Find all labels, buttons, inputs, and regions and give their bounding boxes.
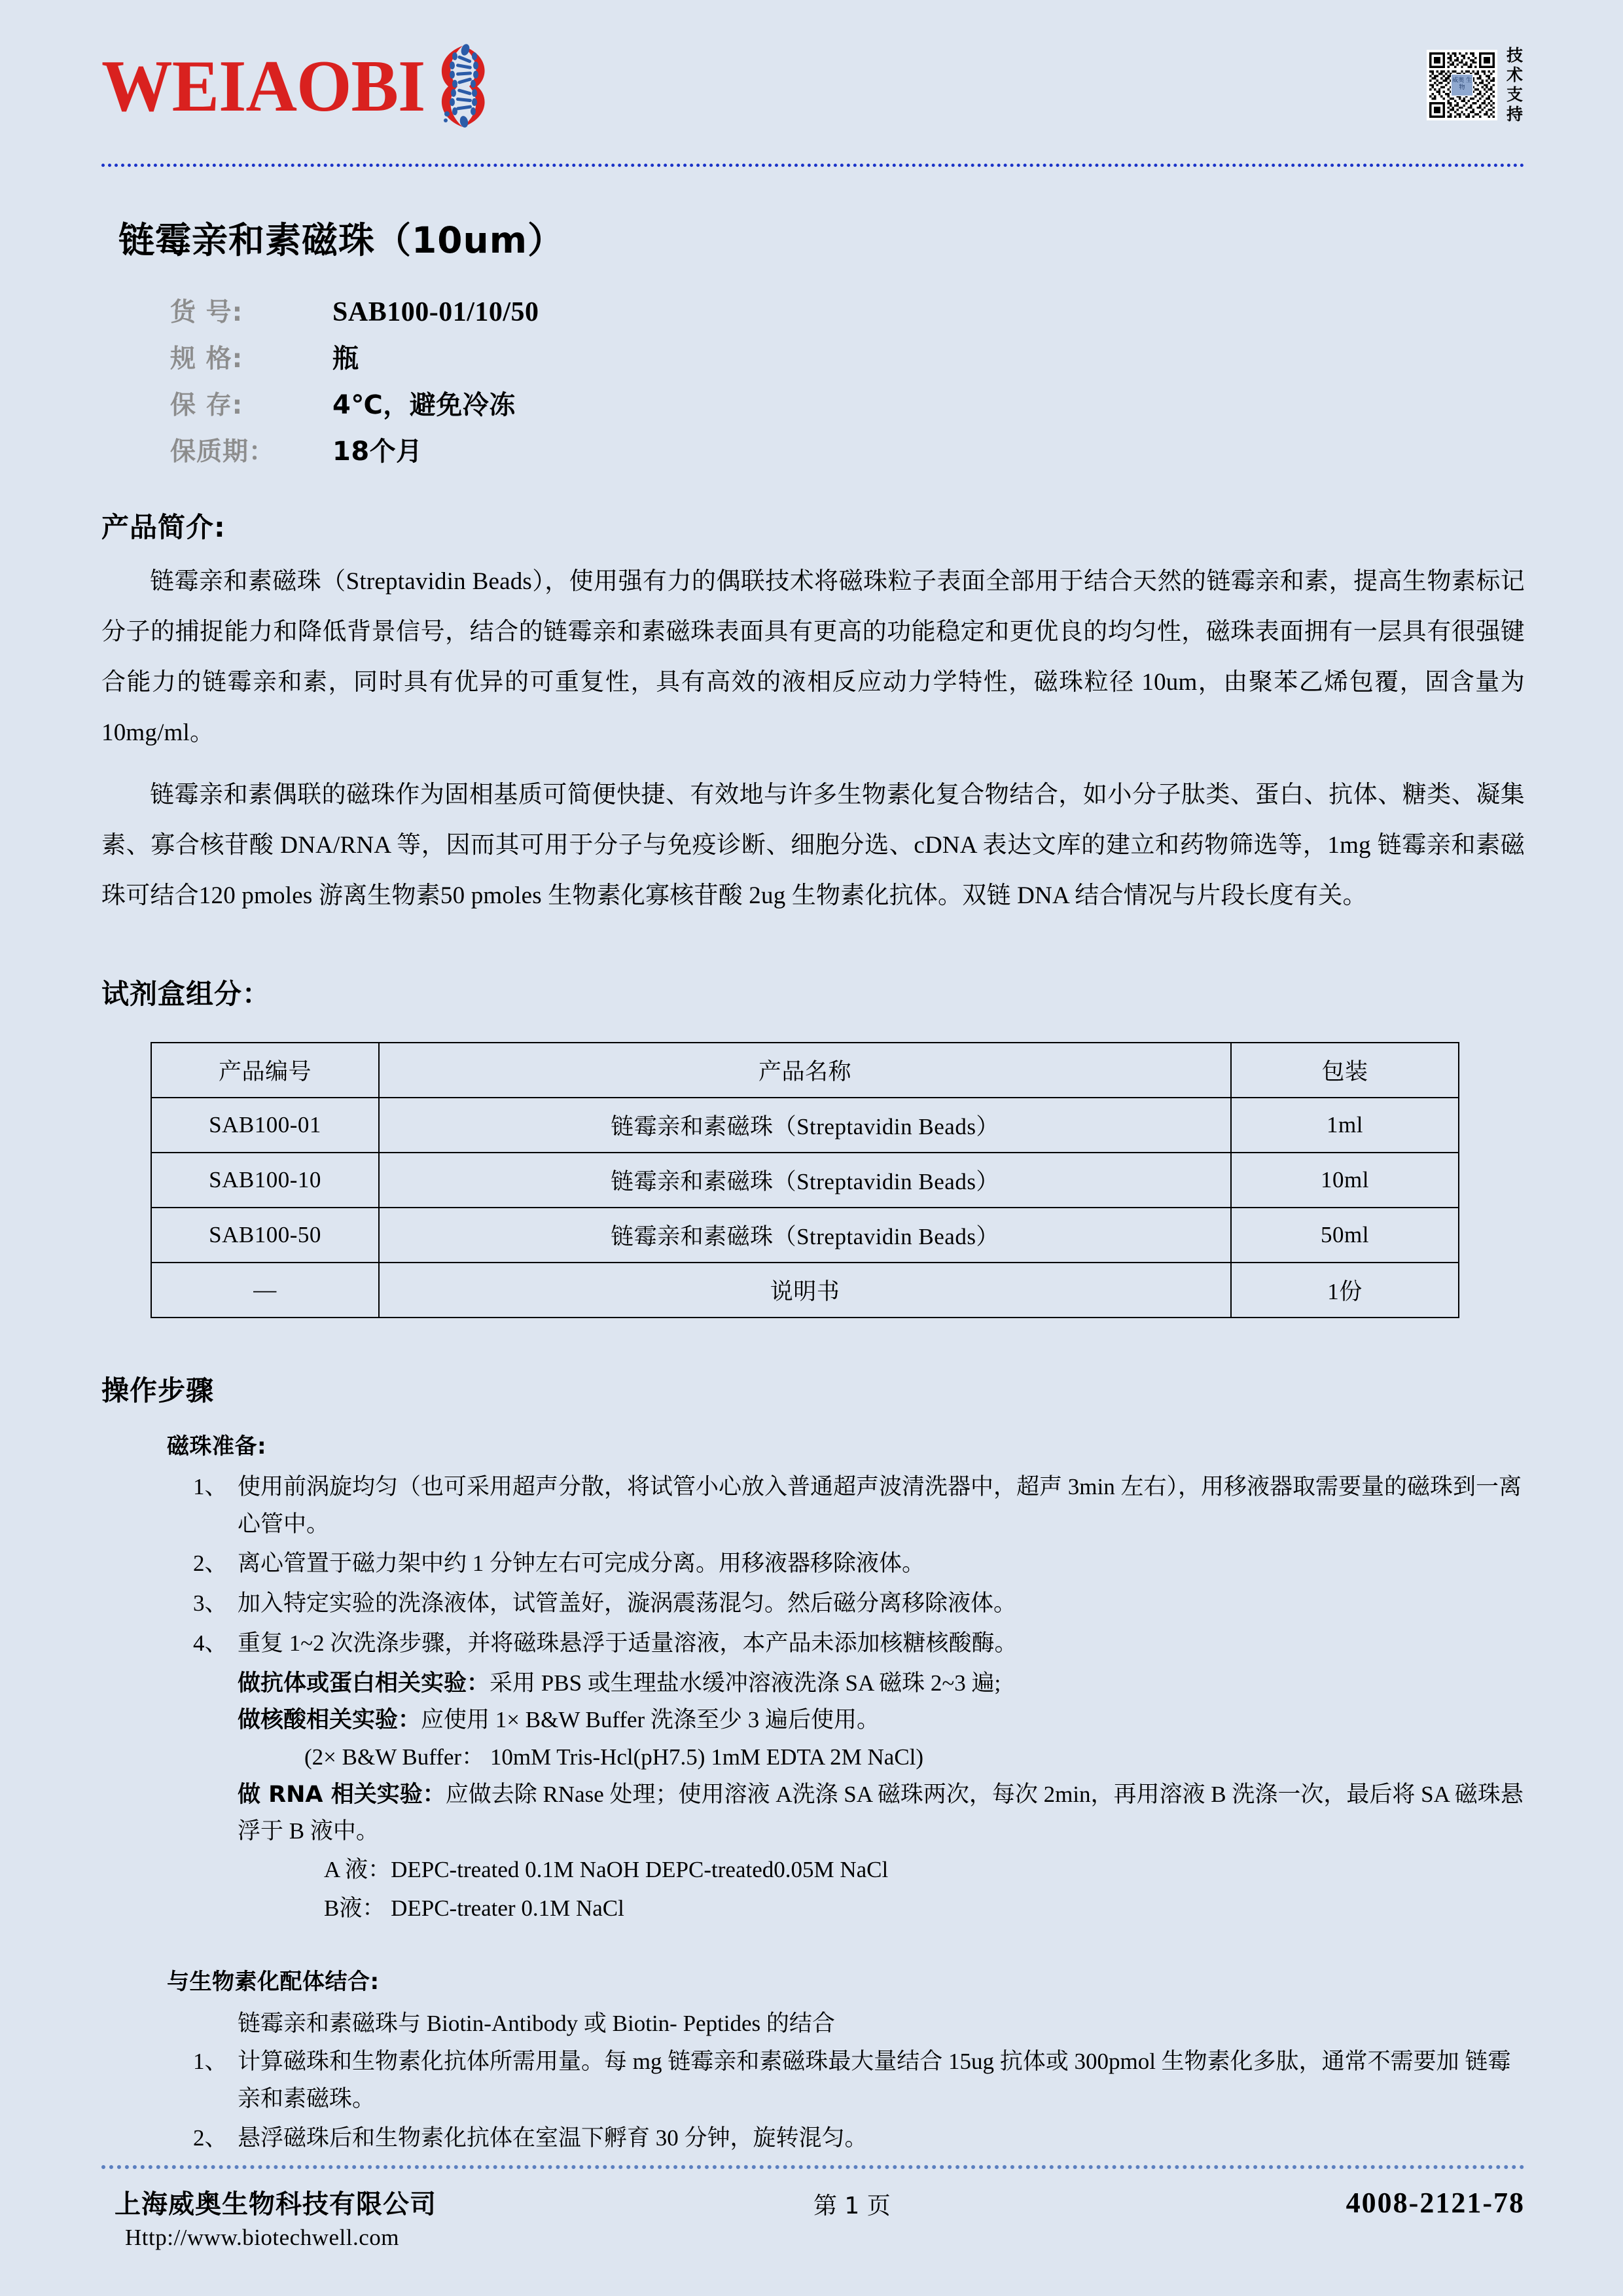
step-text: 加入特定实验的洗涤液体，试管盖好，漩涡震荡混匀。然后磁分离移除液体。 <box>238 1590 1017 1617</box>
note-antibody-protein <box>238 1665 1525 1702</box>
procedure-content <box>128 1428 1525 2157</box>
cell-packaging: 10ml <box>1231 1153 1459 1208</box>
cell-code: SAB100-50 <box>151 1208 379 1263</box>
binding-lead-text: 链霉亲和素磁珠与 Biotin-Antibody 或 Biotin- Peptides 的结合 <box>238 2011 835 2037</box>
note-buffer-recipe <box>304 1739 1525 1776</box>
solution-b-line: B液： DEPC-treater 0.1M NaCl <box>324 1895 624 1922</box>
note-rna <box>238 1776 1525 1850</box>
cell-name: 链霉亲和素磁珠（Streptavidin Beads） <box>379 1098 1231 1153</box>
step-text: 计算磁珠和生物素化抗体所需用量。每 mg 链霉亲和素磁珠最大量结合 15ug 抗体或 300pmol 生物素化多肽，通常不需要加 链霉亲和素磁珠。 <box>238 2048 1511 2111</box>
tech-support-label: 技术支持 <box>1507 46 1524 124</box>
cell-name: 链霉亲和素磁珠（Streptavidin Beads） <box>379 1208 1231 1263</box>
cell-packaging: 1份 <box>1231 1263 1459 1318</box>
note-lead: 做抗体或蛋白相关实验： <box>238 1670 490 1696</box>
table-row <box>151 1208 1459 1263</box>
spec-row-catalog <box>170 292 1525 329</box>
table-row <box>151 1153 1459 1208</box>
spec-row-packaging <box>170 338 1525 375</box>
step-text: 离心管置于磁力架中约 1 分钟左右可完成分离。用移液器移除液体。 <box>238 1551 925 1577</box>
page-header <box>0 0 1623 164</box>
step-number: 2、 <box>193 2125 228 2151</box>
table-header-row <box>151 1043 1459 1098</box>
tech-support-block <box>1427 46 1525 124</box>
step-number: 2、 <box>193 1551 228 1577</box>
step-number: 4、 <box>193 1630 228 1656</box>
page-title: 链霉亲和素磁珠（10um） <box>118 219 565 261</box>
column-header-name: 产品名称 <box>379 1043 1231 1098</box>
brand-logo <box>101 43 497 130</box>
cell-code: — <box>151 1263 379 1318</box>
step-text: 重复 1~2 次洗涤步骤，并将磁珠悬浮于适量溶液，本产品未添加核糖核酸酶。 <box>238 1630 1018 1656</box>
cell-packaging: 50ml <box>1231 1208 1459 1263</box>
qr-code-icon[interactable] <box>1427 50 1497 120</box>
solution-a-line: A 液：DEPC-treated 0.1M NaOH DEPC-treated0.05M NaCl <box>324 1856 889 1882</box>
note-text: 采用 PBS 或生理盐水缓冲溶液洗涤 SA 磁珠 2~3 遍; <box>490 1670 1001 1696</box>
step-text: 悬浮磁珠后和生物素化抗体在室温下孵育 30 分钟，旋转混匀。 <box>238 2125 868 2151</box>
spec-row-storage <box>170 384 1525 422</box>
intro-paragraph-1: 链霉亲和素磁珠（Streptavidin Beads），使用强有力的偶联技术将磁珠粒子表面全部用于结合天然的链霉亲和素，提高生物素标记分子的捕捉能力和降低背景信号，结合的链霉亲和素磁珠表面具有更高的功能稳定和更优良的均匀性，磁珠表面拥有一层具有很强键合能力的链霉亲和素，同时具有优异的可重复性，具有高效的液相反应动力学特性，磁珠粒径 10um，由聚苯乙烯包覆，固含量为 10mg/ml。 <box>101 568 1525 746</box>
cell-name: 链霉亲和素磁珠（Streptavidin Beads） <box>379 1153 1231 1208</box>
subsection-heading-bead-prep: 磁珠准备: <box>167 1433 267 1460</box>
cell-code: SAB100-10 <box>151 1153 379 1208</box>
company-name: 上海威奥生物科技有限公司 <box>115 2189 437 2219</box>
note-lead: 做核酸相关实验： <box>238 1707 421 1734</box>
list-item <box>193 1585 1525 1623</box>
spec-row-shelf-life <box>170 431 1525 468</box>
product-spec-list <box>170 292 1525 468</box>
spec-label: 货 号: <box>170 298 243 327</box>
step-text: 使用前涡旋均匀（也可采用超声分散，将试管小心放入普通超声波清洗器中，超声 3min 左右），用移液器取需要量的磁珠到一离心管中。 <box>238 1474 1522 1537</box>
contact-phone: 4008-2121-78 <box>1346 2187 1525 2219</box>
cell-name: 说明书 <box>379 1263 1231 1318</box>
step-number: 1、 <box>193 2048 228 2074</box>
table-row <box>151 1098 1459 1153</box>
cell-code: SAB100-01 <box>151 1098 379 1153</box>
cell-packaging: 1ml <box>1231 1098 1459 1153</box>
spec-value: 18个月 <box>332 437 423 467</box>
spec-value: 4℃，避免冷冻 <box>332 390 516 420</box>
intro-paragraph-2: 链霉亲和素偶联的磁珠作为固相基质可简便快捷、有效地与许多生物素化复合物结合，如小分子肽类、蛋白、抗体、糖类、凝集素、寡合核苷酸 DNA/RNA 等，因而其可用于分子与免疫诊断、细胞分选、cDNA 表达文库的建立和药物筛选等，1mg 链霉亲和素磁珠可结合120 pmoles 游离生物素50 pmoles 生物素化寡核苷酸 2ug 生物素化抗体。双链 DNA 结合情况与片段长度有关。 <box>101 781 1525 909</box>
section-heading-procedure: 操作步骤 <box>101 1374 215 1407</box>
section-heading-intro: 产品简介: <box>101 511 226 543</box>
note-nucleic-acid <box>238 1702 1525 1739</box>
kit-components-table <box>151 1042 1459 1318</box>
footer-company-block <box>115 2183 437 2251</box>
qr-center-logo: 威奥 生物 <box>1451 74 1473 96</box>
section-heading-kit: 试剂盒组分： <box>101 977 271 1010</box>
column-header-packaging: 包装 <box>1231 1043 1459 1098</box>
note-text: (2× B&W Buffer： 10mM Tris-Hcl(pH7.5) 1mM EDTA 2M NaCl) <box>304 1744 924 1770</box>
dna-helix-icon <box>429 43 497 130</box>
step-number: 1、 <box>193 1474 228 1500</box>
spec-value: SAB100-01/10/50 <box>332 297 539 327</box>
list-item <box>193 1469 1525 1543</box>
spec-label: 规 格: <box>170 344 243 374</box>
note-text: 应使用 1× B&W Buffer 洗涤至少 3 遍后使用。 <box>421 1707 880 1733</box>
list-item <box>193 2120 1525 2157</box>
header-divider <box>101 164 1525 167</box>
list-item <box>193 1625 1525 1662</box>
table-row <box>151 1263 1459 1318</box>
note-text: 应做去除 RNase 处理；使用溶液 A洗涤 SA 磁珠两次，每次 2min，再用溶液 B 洗涤一次，最后将 SA 磁珠悬浮于 B 液中。 <box>238 1781 1524 1844</box>
binding-step-list <box>193 2043 1525 2157</box>
subsection-heading-binding: 与生物素化配体结合: <box>167 1968 380 1995</box>
page-footer <box>0 2165 1623 2296</box>
company-website[interactable]: Http://www.biotechwell.com <box>125 2225 399 2250</box>
spec-value: 瓶 <box>332 344 359 374</box>
spec-label: 保 存: <box>170 391 243 420</box>
step-number: 3、 <box>193 1590 228 1617</box>
spec-label: 保质期： <box>170 437 276 467</box>
document-body <box>0 211 1623 2157</box>
list-item <box>193 1545 1525 1583</box>
note-lead: 做 RNA 相关实验： <box>238 1781 446 1808</box>
brand-logo-text: WEIAOBI <box>101 46 425 127</box>
page-number: 第 1 页 <box>813 2193 891 2219</box>
column-header-code: 产品编号 <box>151 1043 379 1098</box>
bead-prep-step-list <box>193 1469 1525 1662</box>
list-item <box>193 2043 1525 2117</box>
